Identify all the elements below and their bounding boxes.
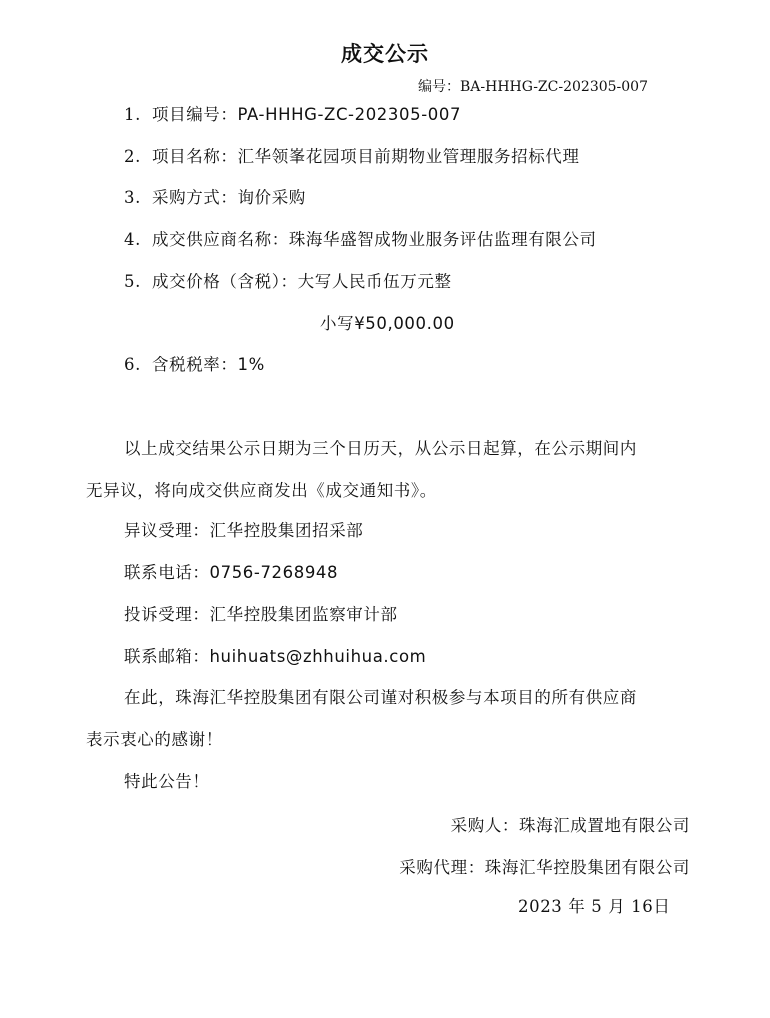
item-value: 汇华领峯花园项目前期物业管理服务招标代理 bbox=[237, 147, 580, 166]
contact-complaint bbox=[124, 604, 398, 626]
contact-label: 投诉受理： bbox=[124, 605, 210, 624]
item-project-name bbox=[124, 146, 580, 168]
item-value: 珠海华盛智成物业服务评估监理有限公司 bbox=[288, 230, 597, 249]
item-number: 5. bbox=[124, 272, 141, 291]
agent-label: 采购代理： bbox=[399, 858, 485, 877]
item-number: 2. bbox=[124, 147, 141, 166]
item-number: 1. bbox=[124, 105, 141, 124]
item-label: 项目名称： bbox=[152, 147, 238, 166]
item-label: 含税税率： bbox=[152, 355, 238, 374]
contact-objection bbox=[124, 520, 363, 542]
item-label: 项目编号： bbox=[152, 105, 238, 124]
contact-email bbox=[124, 646, 426, 668]
purchaser-signature bbox=[451, 812, 690, 836]
document-number bbox=[418, 76, 648, 96]
contact-value: huihuats@zhhuihua.com bbox=[209, 647, 427, 666]
item-procurement-method bbox=[124, 187, 306, 209]
item-label: 成交价格（含税）： bbox=[152, 272, 298, 291]
contact-label: 异议受理： bbox=[124, 521, 210, 540]
price-small-amount: 小写¥50,000.00 bbox=[320, 314, 455, 333]
date-day: 16 bbox=[631, 897, 654, 916]
date-month: 5 bbox=[591, 897, 603, 916]
contact-value: 汇华控股集团招采部 bbox=[209, 521, 364, 540]
thanks-line-1: 在此，珠海汇华控股集团有限公司谨对积极参与本项目的所有供应商 bbox=[124, 688, 637, 707]
date-year-unit: 年 bbox=[568, 897, 586, 916]
agent-value: 珠海汇华控股集团有限公司 bbox=[484, 858, 690, 877]
contact-phone bbox=[124, 562, 338, 584]
item-winning-supplier bbox=[124, 229, 597, 251]
item-value: 1% bbox=[237, 355, 265, 374]
thanks-line-2: 表示衷心的感谢！ bbox=[86, 730, 223, 749]
item-label: 采购方式： bbox=[152, 188, 238, 207]
purchaser-value: 珠海汇成置地有限公司 bbox=[519, 816, 690, 835]
item-value: PA-HHHG-ZC-202305-007 bbox=[237, 105, 462, 124]
announcement-date bbox=[518, 896, 670, 918]
contact-label: 联系邮箱： bbox=[124, 647, 210, 666]
item-value: 大写人民币伍万元整 bbox=[297, 272, 452, 291]
notice-line-2: 无异议，将向成交供应商发出《成交通知书》。 bbox=[86, 481, 437, 500]
page-title: 成交公示 bbox=[341, 42, 429, 66]
item-tax-rate bbox=[124, 354, 265, 376]
item-value: 询价采购 bbox=[237, 188, 306, 207]
document-number-label: 编号： bbox=[418, 79, 460, 95]
item-deal-price bbox=[124, 271, 452, 293]
document-number-value: BA-HHHG-ZC-202305-007 bbox=[460, 79, 648, 95]
notice-line-1: 以上成交结果公示日期为三个日历天，从公示日起算，在公示期间内 bbox=[124, 439, 637, 458]
item-number: 4. bbox=[124, 230, 141, 249]
date-day-unit: 日 bbox=[653, 897, 671, 916]
item-project-number bbox=[124, 104, 461, 126]
closing-text: 特此公告！ bbox=[124, 772, 210, 791]
contact-label: 联系电话： bbox=[124, 563, 210, 582]
contact-value: 汇华控股集团监察审计部 bbox=[209, 605, 398, 624]
date-year: 2023 bbox=[518, 897, 563, 916]
item-number: 3. bbox=[124, 188, 141, 207]
date-month-unit: 月 bbox=[608, 897, 626, 916]
item-label: 成交供应商名称： bbox=[152, 230, 289, 249]
item-number: 6. bbox=[124, 355, 141, 374]
contact-value: 0756-7268948 bbox=[209, 563, 339, 582]
purchaser-label: 采购人： bbox=[450, 816, 519, 835]
agent-signature bbox=[399, 854, 690, 878]
